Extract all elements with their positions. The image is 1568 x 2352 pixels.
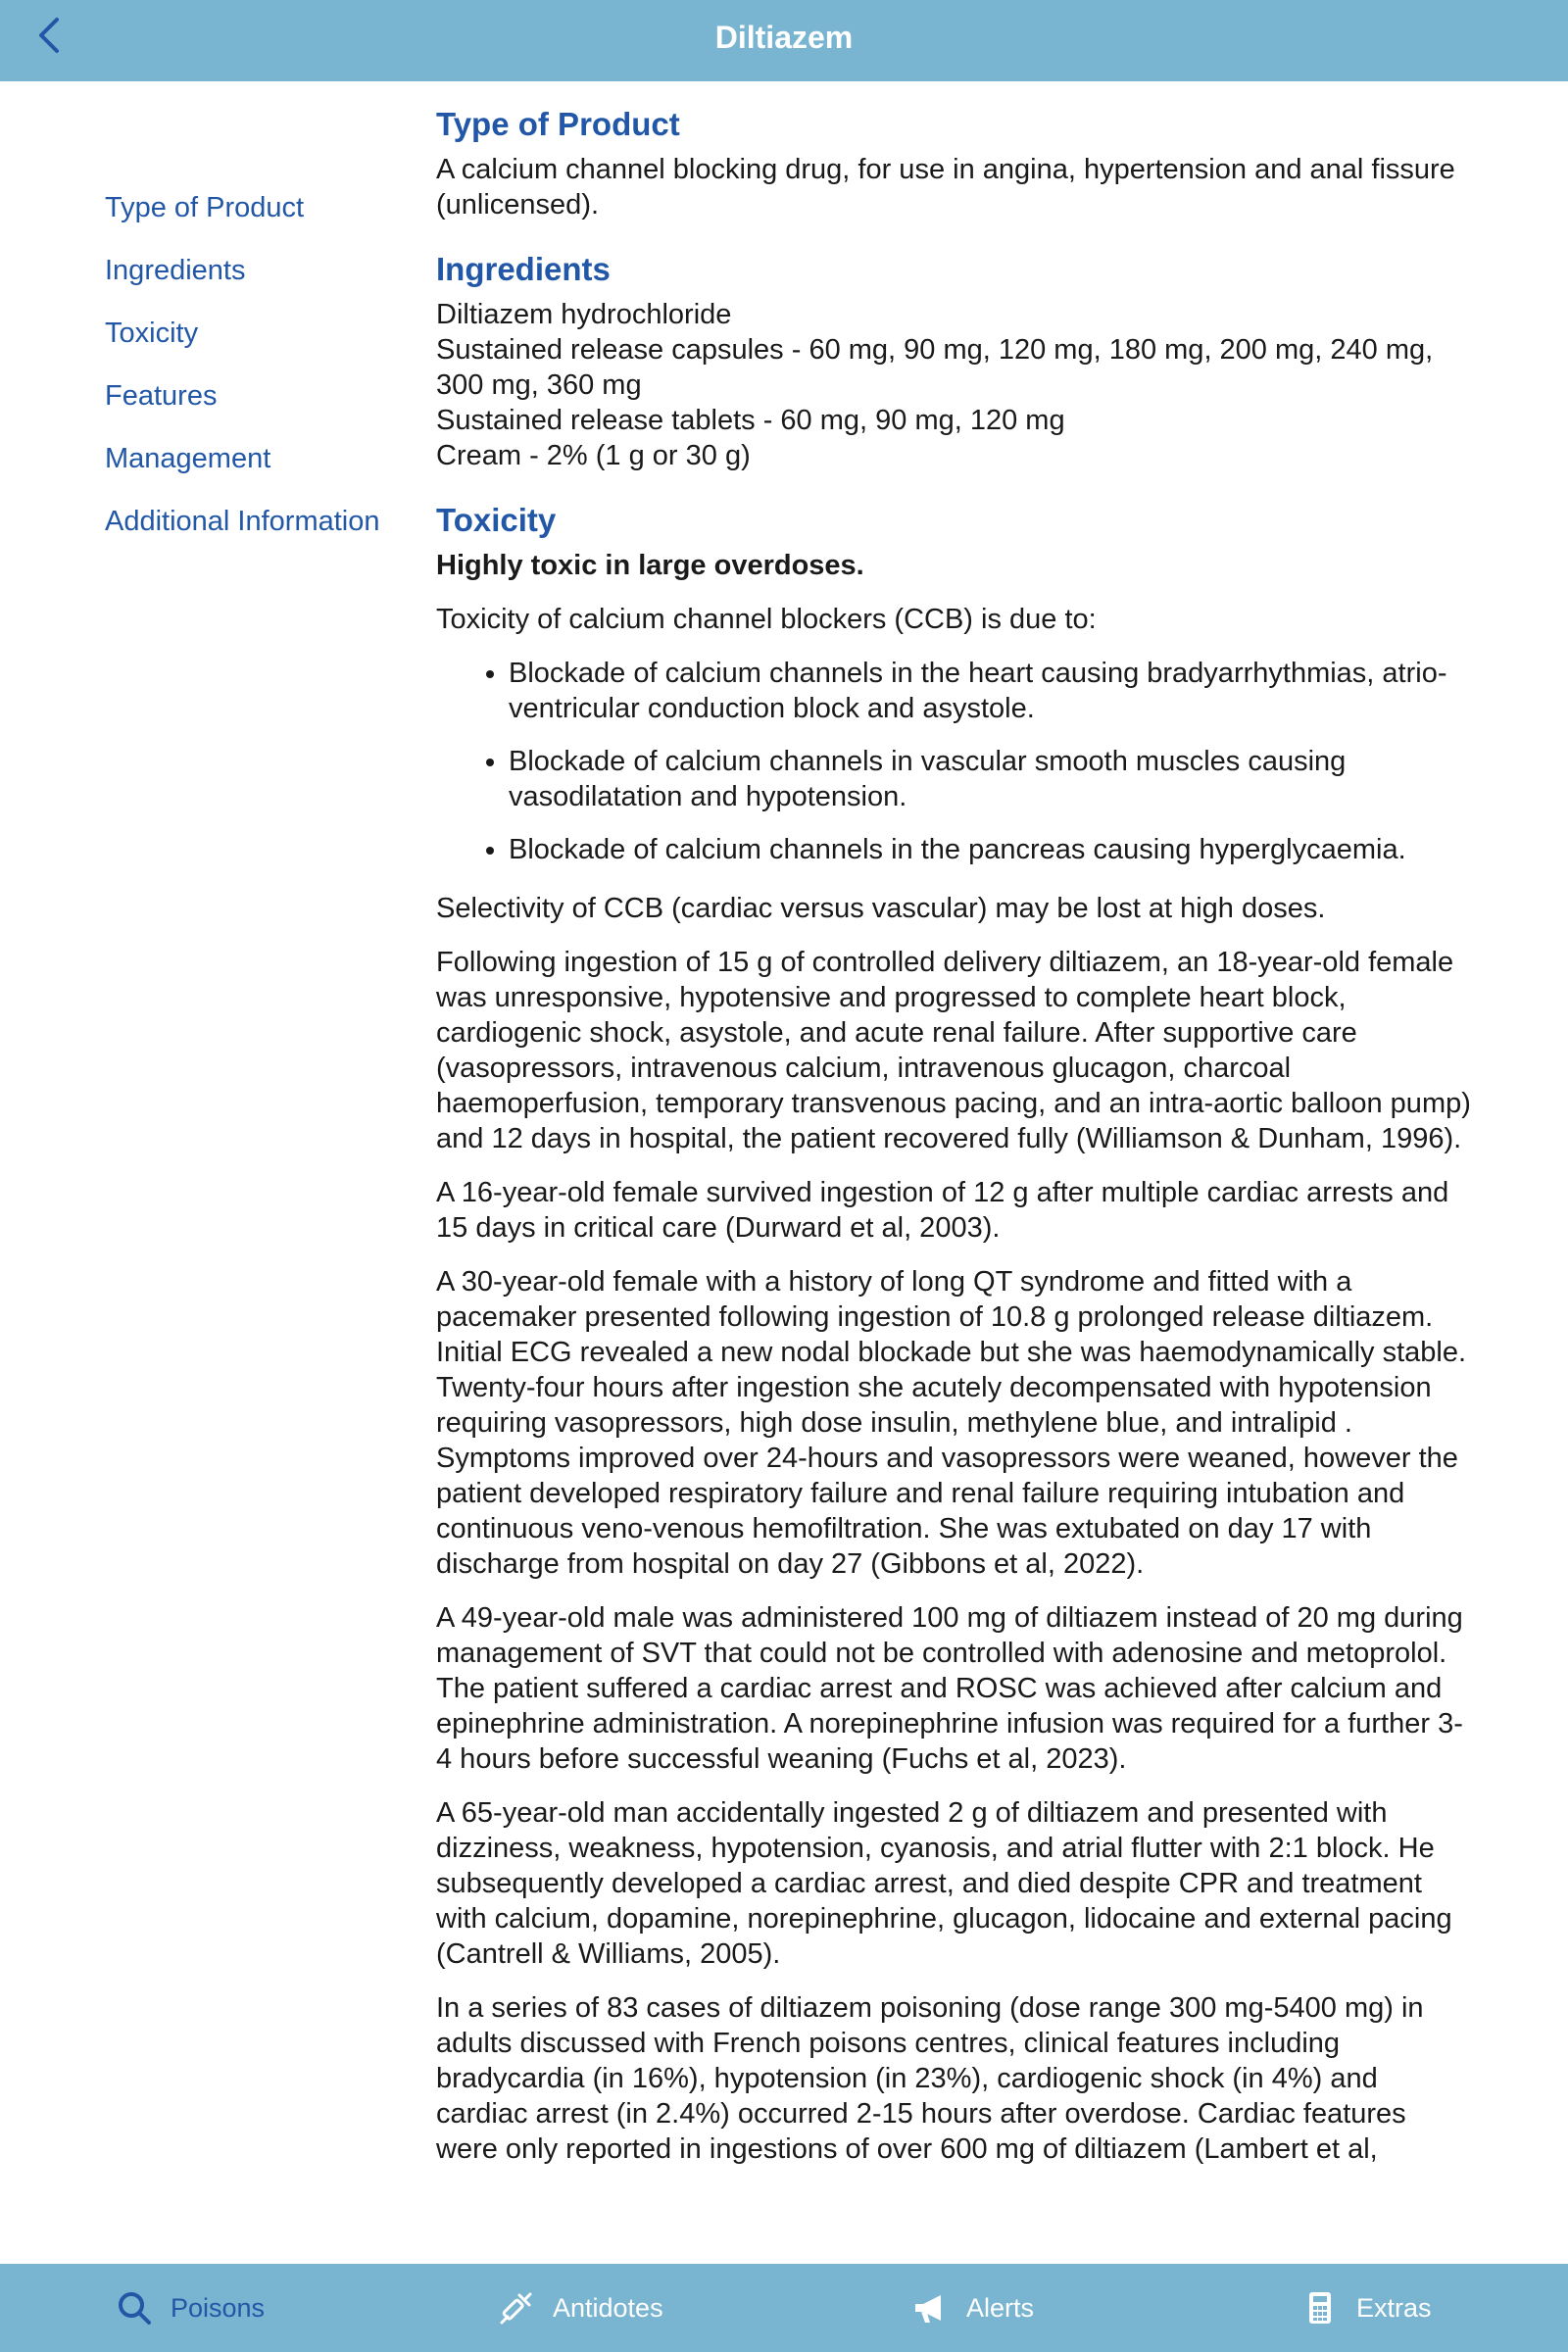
- toxicity-paragraph: A 65-year-old man accidentally ingested 2 g of diltiazem and presented with dizziness, weakness, hypotension, cyanosis, and atrial flutter with 2:1 block. He subsequently developed a cardiac arrest, and died despite CPR and treatment with calcium, dopamine, norepinephrine, glucagon, lidocaine and external pacing (Cantrell & Williams, 2005).: [436, 1797, 1452, 1970]
- list-item: • Blockade of calcium channels in the pancreas causing hyperglycaemia.: [509, 832, 1475, 867]
- ingredient-line: Sustained release capsules - 60 mg, 90 mg, 120 mg, 180 mg, 200 mg, 240 mg, 300 mg, 360 mg: [436, 334, 1434, 401]
- top-bar: [0, 0, 1568, 81]
- ingredient-line: Cream - 2% (1 g or 30 g): [436, 440, 751, 471]
- nav-management[interactable]: Management: [105, 443, 271, 474]
- list-item: • Blockade of calcium channels in the heart causing bradyarrhythmias, atrio-ventricular conduction block and asystole.: [509, 656, 1475, 726]
- toxicity-paragraph: In a series of 83 cases of diltiazem poisoning (dose range 300 mg-5400 mg) in adults discussed with French poisons centres, clinical features including bradycardia (in 16%), hypotension (in 23%), cardiogenic shock (in 4%) and cardiac arrest (in 2.4%) occurred 2-15 hours after overdose. Cardiac features were only reported in ingestions of over 600 mg of diltiazem (Lambert et al,: [436, 1992, 1424, 2165]
- nav-additional-information[interactable]: Additional Information: [105, 506, 380, 537]
- nav-toxicity[interactable]: Toxicity: [105, 318, 199, 349]
- page-title: Diltiazem: [714, 20, 854, 55]
- ingredient-line: Sustained release tablets - 60 mg, 90 mg, 120 mg: [436, 405, 1065, 436]
- syringe-icon: [498, 2289, 535, 2327]
- nav-type-of-product[interactable]: Type of Product: [105, 192, 305, 223]
- tab-antidotes[interactable]: [498, 2264, 663, 2352]
- tab-label: Alerts: [966, 2292, 1035, 2323]
- section-heading: Ingredients: [436, 251, 611, 287]
- toxicity-mechanism-list: [436, 656, 1475, 867]
- section-text: A calcium channel blocking drug, for use in angina, hypertension and anal fissure (unlicensed).: [436, 154, 1455, 220]
- tab-extras[interactable]: [1301, 2264, 1432, 2352]
- tab-label: Poisons: [171, 2292, 266, 2323]
- toxicity-section: [436, 499, 1475, 2167]
- toxicity-paragraph: Following ingestion of 15 g of controlled delivery diltiazem, an 18-year-old female was unresponsive, hypotensive and progressed to complete heart block, cardiogenic shock, asystole, and acute renal failure. After supportive care (vasopressors, intravenous calcium, intravenous glucagon, charcoal haemoperfusion, temporary transvenous pacing, and an intra-aortic balloon pump) and 12 days in hospital, the patient recovered fully (Williamson & Dunham, 1996).: [436, 947, 1471, 1154]
- tab-poisons[interactable]: [116, 2264, 265, 2352]
- type-of-product-section: [436, 103, 1475, 222]
- nav-ingredients[interactable]: Ingredients: [105, 255, 246, 286]
- calculator-icon: [1301, 2289, 1339, 2327]
- megaphone-icon: [911, 2289, 949, 2327]
- toxicity-warning: Highly toxic in large overdoses.: [436, 550, 864, 581]
- nav-features[interactable]: Features: [105, 380, 218, 412]
- tab-label: Extras: [1356, 2292, 1432, 2323]
- toxicity-paragraph: A 16-year-old female survived ingestion of 12 g after multiple cardiac arrests and 15 days in critical care (Durward et al, 2003).: [436, 1177, 1449, 1244]
- tab-alerts[interactable]: [911, 2264, 1034, 2352]
- ingredients-section: [436, 248, 1475, 473]
- monograph-content: [436, 103, 1475, 2185]
- ingredient-line: Diltiazem hydrochloride: [436, 299, 732, 330]
- toxicity-paragraph: A 49-year-old male was administered 100 mg of diltiazem instead of 20 mg during management of SVT that could not be controlled with adenosine and metoprolol. The patient suffered a cardiac arrest and ROSC was achieved after calcium and epinephrine administration. A norepinephrine infusion was required for a further 3-4 hours before successful weaning (Fuchs et al, 2023).: [436, 1602, 1463, 1775]
- section-heading: Type of Product: [436, 106, 680, 142]
- section-nav: [105, 186, 428, 563]
- list-item: • Blockade of calcium channels in vascular smooth muscles causing vasodilatation and hypotension.: [509, 744, 1475, 814]
- toxicity-paragraph: A 30-year-old female with a history of long QT syndrome and fitted with a pacemaker presented following ingestion of 10.8 g prolonged release diltiazem. Initial ECG revealed a new nodal blockade but she was haemodynamically stable. Twenty-four hours after ingestion she acutely decompensated with hypotension requiring vasopressors, high dose insulin, methylene blue, and intralipid . Symptoms improved over 24-hours and vasopressors were weaned, however the patient developed respiratory failure and renal failure requiring intubation and continuous veno-venous hemofiltration. She was extubated on day 17 with discharge from hospital on day 27 (Gibbons et al, 2022).: [436, 1266, 1467, 1580]
- toxicity-intro: Toxicity of calcium channel blockers (CCB) is due to:: [436, 604, 1097, 635]
- toxicity-paragraph: Selectivity of CCB (cardiac versus vascular) may be lost at high doses.: [436, 893, 1326, 924]
- tab-label: Antidotes: [553, 2292, 663, 2323]
- section-heading: Toxicity: [436, 502, 557, 538]
- bottom-nav: [0, 2264, 1568, 2352]
- search-icon: [116, 2289, 153, 2327]
